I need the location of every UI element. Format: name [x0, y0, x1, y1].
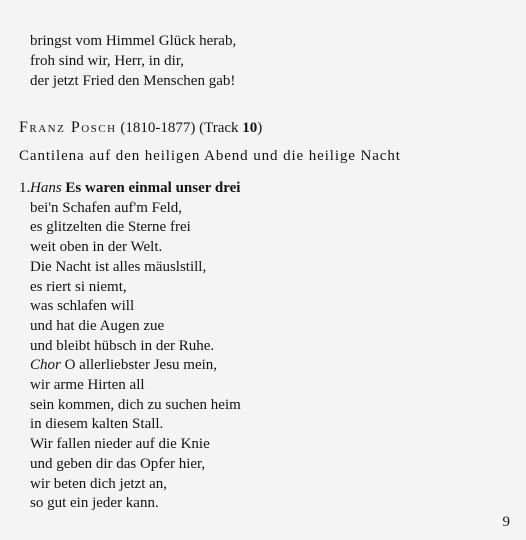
piece-heading	[19, 118, 262, 138]
verse-line: so gut ein jeder kann.	[30, 495, 159, 512]
verse-line: weit oben in der Welt.	[30, 239, 163, 256]
verse-line: Die Nacht ist alles mäuslstill,	[30, 258, 207, 275]
speaker-label: Hans	[30, 180, 62, 196]
verse-line: Wir fallen nieder auf die Knie	[30, 436, 210, 453]
intro-line: bringst vom Himmel Glück herab,	[30, 33, 237, 49]
verse-title-line: Es waren einmal unser drei	[65, 180, 241, 196]
verse-line: wir arme Hirten all	[30, 377, 145, 394]
track-prefix: (Track	[199, 120, 239, 136]
verse-line: in diesem kalten Stall.	[30, 416, 164, 433]
verse-line: und bleibt hübsch in der Ruhe.	[30, 337, 215, 354]
piece-subtitle: Cantilena auf den heiligen Abend und die heilige Nacht	[19, 148, 401, 164]
verse-line: wir beten dich jetzt an,	[30, 475, 168, 492]
chorus-line	[19, 356, 241, 376]
track-suffix: )	[257, 120, 263, 136]
chorus-label: Chor	[30, 357, 61, 374]
verse-line: sein kommen, dich zu suchen heim	[30, 396, 241, 413]
verse-1	[19, 179, 241, 514]
composer-dates: (1810-1877)	[120, 120, 196, 136]
verse-line: es glitzelten die Sterne frei	[30, 219, 191, 236]
intro-stanza	[30, 31, 236, 91]
chorus-text: O allerliebster Jesu mein,	[64, 357, 218, 374]
verse-line: was schlafen will	[30, 298, 135, 315]
track-number: 10	[242, 120, 258, 136]
verse-line: und hat die Augen zue	[30, 317, 165, 334]
verse-line: und geben dir das Opfer hier,	[30, 455, 206, 472]
page-number: 9	[502, 514, 510, 530]
verse-number: 1.	[19, 180, 31, 196]
verse-first-line	[19, 179, 241, 199]
composer-name: Franz Posch	[19, 119, 117, 136]
verse-line: bei'n Schafen auf'm Feld,	[30, 199, 183, 216]
intro-line: froh sind wir, Herr, in dir,	[30, 53, 184, 69]
intro-line: der jetzt Fried den Menschen gab!	[30, 73, 236, 89]
verse-line: es riert si niemt,	[30, 278, 127, 295]
